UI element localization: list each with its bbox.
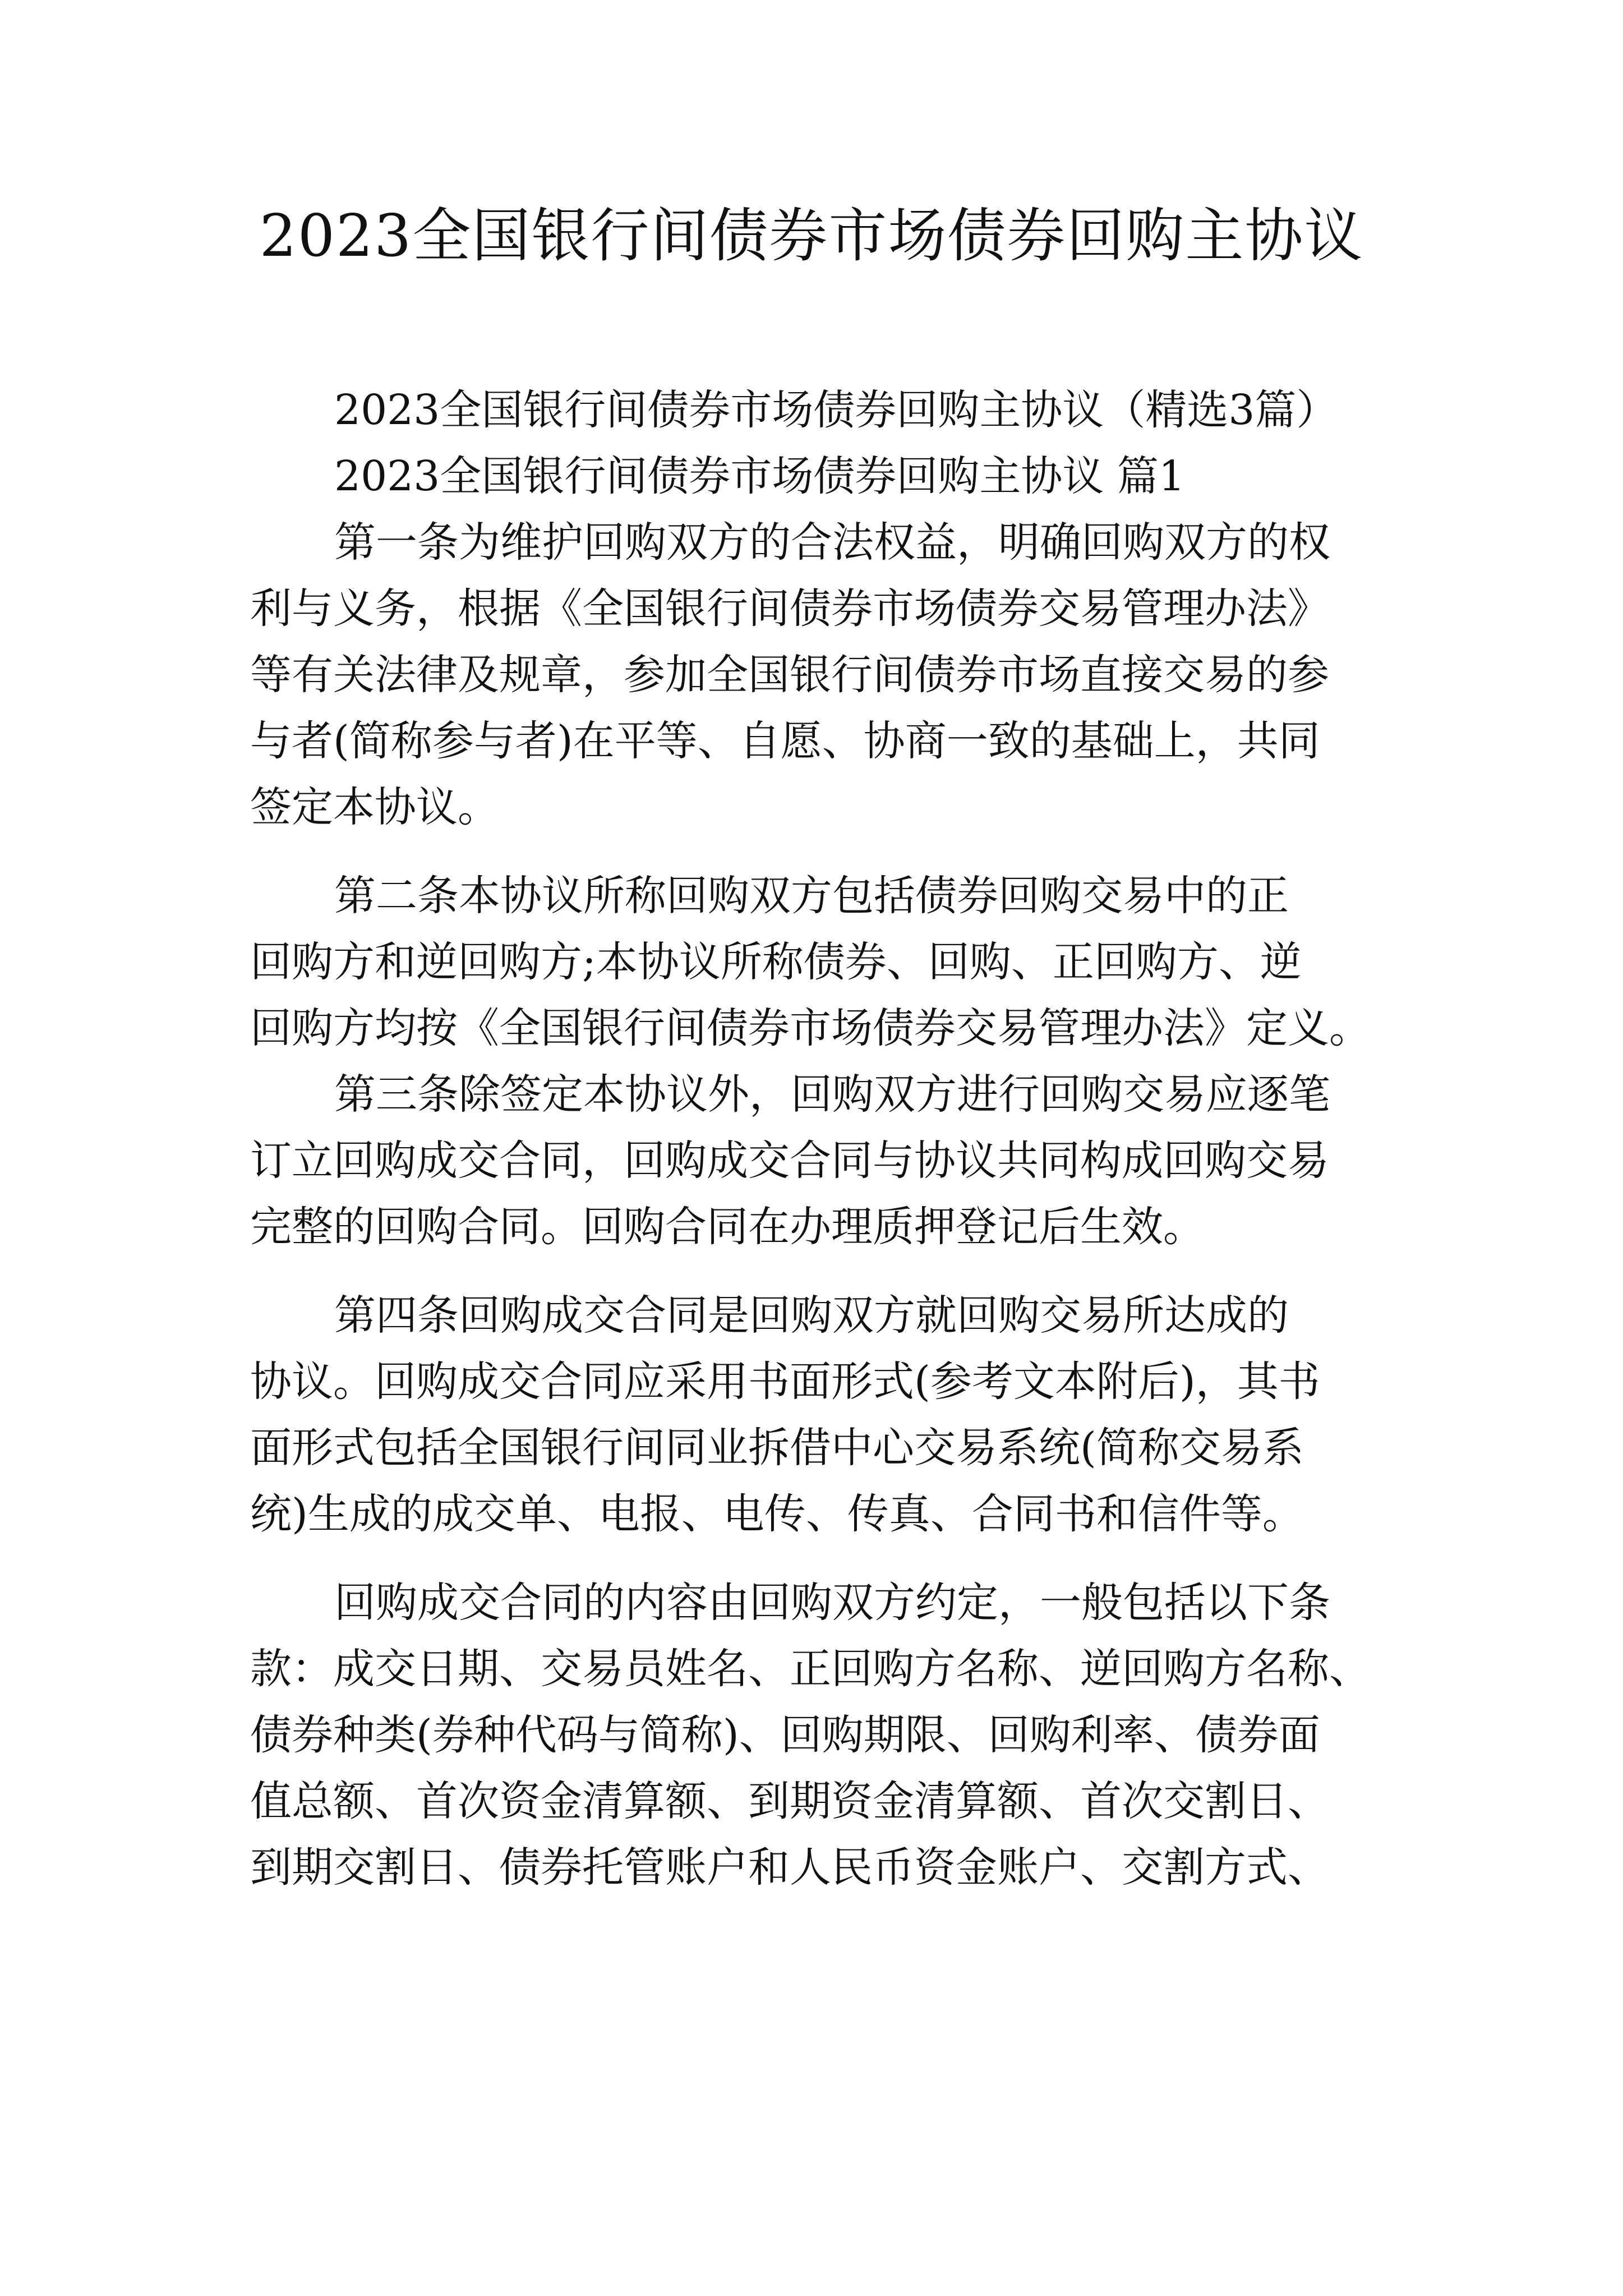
text-line: 协议。回购成交合同应采用书面形式(参考文本附后)，其书	[250, 1358, 1320, 1406]
text-line: 第二条本协议所称回购双方包括债券回购交易中的正	[334, 872, 1289, 920]
text-line: 款：成交日期、交易员姓名、正回购方名称、逆回购方名称、	[250, 1645, 1371, 1693]
text-line: 2023全国银行间债券市场债券回购主协议（精选3篇）	[334, 386, 1338, 434]
text-line: 回购成交合同的内容由回购双方约定，一般包括以下条	[334, 1579, 1330, 1627]
text-line: 回购方均按《全国银行间债券市场债券交易管理办法》定义。	[250, 1004, 1371, 1052]
text-line: 签定本协议。	[250, 783, 499, 831]
text-line: 回购方和逆回购方;本协议所称债券、回购、正回购方、逆	[250, 938, 1302, 986]
document-body	[250, 377, 1389, 1901]
text-line: 第四条回购成交合同是回购双方就回购交易所达成的	[334, 1291, 1289, 1340]
text-line: 第一条为维护回购双方的合法权益，明确回购双方的权	[334, 518, 1330, 567]
text-line: 与者(简称参与者)在平等、自愿、协商一致的基础上，共同	[250, 717, 1320, 765]
text-line: 债券种类(券种代码与简称)、回购期限、回购利率、债券面	[250, 1711, 1320, 1759]
text-line: 订立回购成交合同，回购成交合同与协议共同构成回购交易	[250, 1137, 1329, 1185]
text-line: 2023全国银行间债券市场债券回购主协议 篇1	[334, 452, 1185, 500]
text-line: 利与义务，根据《全国银行间债券市场债券交易管理办法》	[250, 585, 1329, 633]
text-line: 值总额、首次资金清算额、到期资金清算额、首次交割日、	[250, 1777, 1329, 1825]
document-title: 2023全国银行间债券市场债券回购主协议	[259, 201, 1364, 270]
text-line: 完整的回购合同。回购合同在办理质押登记后生效。	[250, 1203, 1205, 1251]
text-line: 到期交割日、债券托管账户和人民币资金账户、交割方式、	[250, 1843, 1329, 1892]
text-line: 等有关法律及规章，参加全国银行间债券市场直接交易的参	[250, 651, 1329, 699]
text-line: 统)生成的成交单、电报、电传、传真、合同书和信件等。	[250, 1490, 1304, 1538]
text-line: 面形式包括全国银行间同业拆借中心交易系统(简称交易系	[250, 1424, 1304, 1472]
text-line: 第三条除签定本协议外，回购双方进行回购交易应逐笔	[334, 1070, 1330, 1119]
